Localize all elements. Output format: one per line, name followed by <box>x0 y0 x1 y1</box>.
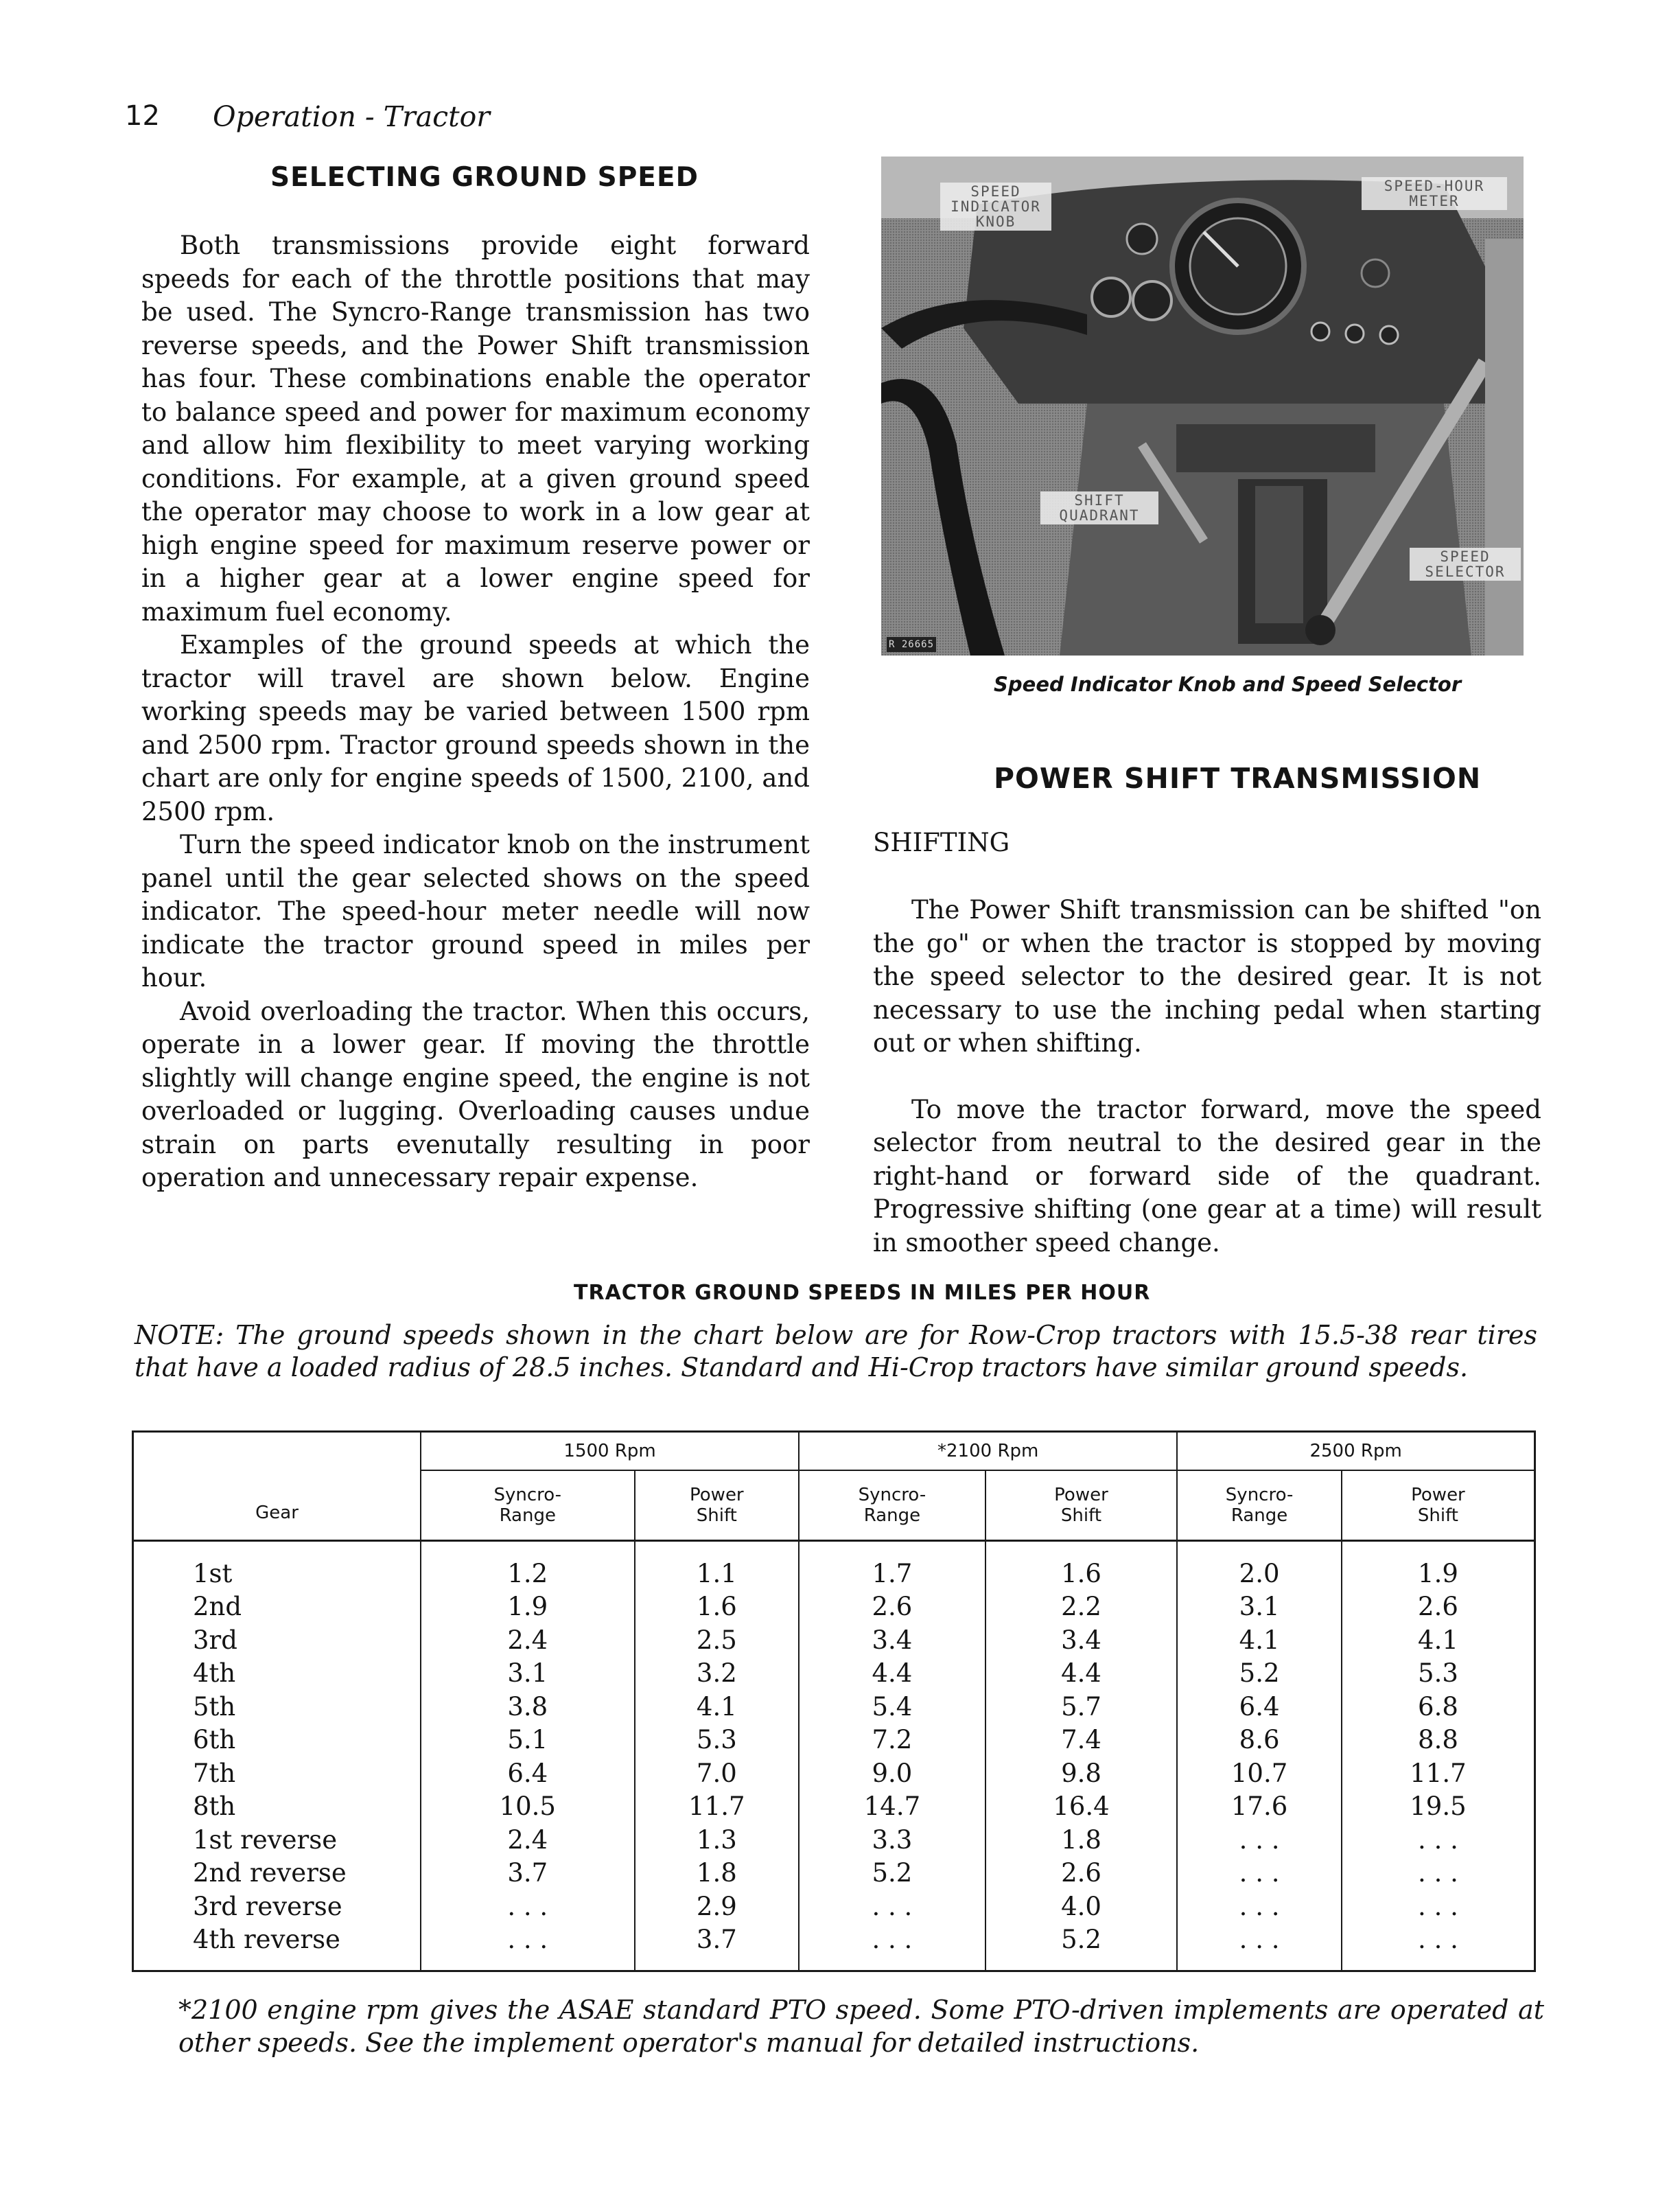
speed-cell: 11.7 <box>1342 1757 1535 1790</box>
table-row <box>133 1823 1535 1857</box>
sub-header: Power Shift <box>985 1470 1178 1541</box>
rpm-header: 1500 Rpm <box>421 1432 799 1471</box>
speed-cell: 6.8 <box>1342 1690 1535 1724</box>
paragraph: To move the tractor forward, move the speed selector from neutral to the desired gear in the right-hand or forward side of the quadrant. Progressive shifting (one gear at a time) will result in smoother speed change. <box>873 1094 1541 1258</box>
footnote: *2100 engine rpm gives the ASAE standard PTO speed. Some PTO-driven implements are operated at other speeds. See the implement operator's manual for detailed instructions. <box>178 1995 1544 2058</box>
speed-cell: 3.1 <box>421 1657 634 1691</box>
label-speed-indicator-knob: SPEED INDICATOR KNOB <box>940 183 1051 231</box>
speed-cell: 3.1 <box>1177 1590 1342 1624</box>
table-row <box>133 1890 1535 1923</box>
sub-header: Syncro- Range <box>421 1470 634 1541</box>
speed-cell: . . . <box>1342 1823 1535 1857</box>
speed-cell: 3.8 <box>421 1690 634 1724</box>
speed-cell: 5.4 <box>799 1690 985 1724</box>
label-speed-hour-meter: SPEED-HOUR METER <box>1362 177 1507 210</box>
speed-cell: 5.7 <box>985 1690 1178 1724</box>
speed-cell: . . . <box>1177 1823 1342 1857</box>
speed-cell: 7.0 <box>635 1757 800 1790</box>
speed-cell: 5.3 <box>635 1724 800 1757</box>
speed-cell: . . . <box>1177 1923 1342 1971</box>
speed-cell: 9.0 <box>799 1757 985 1790</box>
speed-cell: 5.2 <box>985 1923 1178 1971</box>
speed-cell: . . . <box>799 1923 985 1971</box>
right-column <box>873 894 1541 1260</box>
speed-cell: 2.6 <box>1342 1590 1535 1624</box>
sub-header: Syncro- Range <box>1177 1470 1342 1541</box>
table-row <box>133 1657 1535 1691</box>
speed-cell: 6.4 <box>1177 1690 1342 1724</box>
gear-header: Gear <box>133 1432 421 1541</box>
speed-cell: . . . <box>421 1890 634 1923</box>
speed-cell: 4.1 <box>1177 1623 1342 1657</box>
gear-cell: 4th reverse <box>133 1923 421 1971</box>
shifting-subheading: SHIFTING <box>873 828 1010 857</box>
gear-cell: 3rd reverse <box>133 1890 421 1923</box>
rpm-header: 2500 Rpm <box>1177 1432 1535 1471</box>
speed-cell: 3.3 <box>799 1823 985 1857</box>
running-head: Operation - Tractor <box>213 100 490 133</box>
speed-cell: 1.8 <box>635 1857 800 1890</box>
speed-cell: 3.7 <box>635 1923 800 1971</box>
speed-cell: 8.8 <box>1342 1724 1535 1757</box>
power-shift-heading: POWER SHIFT TRANSMISSION <box>994 762 1482 795</box>
speed-cell: . . . <box>1177 1857 1342 1890</box>
gear-cell: 7th <box>133 1757 421 1790</box>
photo-id: R 26665 <box>887 637 936 652</box>
gear-cell: 8th <box>133 1790 421 1824</box>
speed-cell: 5.2 <box>799 1857 985 1890</box>
speed-cell: 2.5 <box>635 1623 800 1657</box>
sub-header: Power Shift <box>1342 1470 1535 1541</box>
table-row <box>133 1690 1535 1724</box>
left-column <box>141 229 810 1195</box>
speed-cell: . . . <box>1342 1923 1535 1971</box>
table-row <box>133 1857 1535 1890</box>
speed-cell: 1.9 <box>1342 1541 1535 1590</box>
gear-cell: 2nd <box>133 1590 421 1624</box>
rpm-header: *2100 Rpm <box>799 1432 1177 1471</box>
gear-cell: 6th <box>133 1724 421 1757</box>
speed-cell: 2.6 <box>985 1857 1178 1890</box>
speed-cell: . . . <box>799 1890 985 1923</box>
speed-cell: 4.1 <box>635 1690 800 1724</box>
speed-cell: 2.2 <box>985 1590 1178 1624</box>
speed-cell: 5.2 <box>1177 1657 1342 1691</box>
table-row <box>133 1757 1535 1790</box>
speed-cell: 3.4 <box>985 1623 1178 1657</box>
speed-cell: 16.4 <box>985 1790 1178 1824</box>
speed-cell: 1.2 <box>421 1541 634 1590</box>
table-row <box>133 1590 1535 1624</box>
gear-cell: 4th <box>133 1657 421 1691</box>
speed-cell: 9.8 <box>985 1757 1178 1790</box>
speed-cell: 10.7 <box>1177 1757 1342 1790</box>
speed-cell: 1.8 <box>985 1823 1178 1857</box>
speed-cell: 5.1 <box>421 1724 634 1757</box>
speed-cell: 1.1 <box>635 1541 800 1590</box>
gear-cell: 3rd <box>133 1623 421 1657</box>
speed-cell: . . . <box>421 1923 634 1971</box>
table-title: TRACTOR GROUND SPEEDS IN MILES PER HOUR <box>574 1281 1151 1305</box>
speed-cell: 11.7 <box>635 1790 800 1824</box>
speed-cell: 4.0 <box>985 1890 1178 1923</box>
speed-cell: 17.6 <box>1177 1790 1342 1824</box>
speed-cell: 6.4 <box>421 1757 634 1790</box>
tractor-dashboard-photo <box>881 157 1524 656</box>
speed-cell: 1.7 <box>799 1541 985 1590</box>
speed-cell: 19.5 <box>1342 1790 1535 1824</box>
paragraph: Both transmissions provide eight forward speeds for each of the throttle positions that may be used. The Syncro-Range transmission has two reverse speeds, and the Power Shift transmission has four. These combinations enable the operator to balance speed and power for maximum economy and allow him flexibility to meet varying working conditions. For example, at a given ground speed the operator may choose to work in a low gear at high engine speed for maximum reserve power or in a higher gear at a lower engine speed for maximum fuel economy. <box>141 231 810 627</box>
table-note: NOTE: The ground speeds shown in the chart below are for Row-Crop tractors with 15.5-38 rear tires that have a loaded radius of 28.5 inches. Standard and Hi-Crop tractors have similar ground speeds. <box>135 1320 1537 1382</box>
ground-speed-table <box>132 1430 1536 1972</box>
gear-cell: 1st <box>133 1541 421 1590</box>
speed-cell: 5.3 <box>1342 1657 1535 1691</box>
speed-cell: 4.1 <box>1342 1623 1535 1657</box>
speed-cell: 1.3 <box>635 1823 800 1857</box>
speed-cell: 2.0 <box>1177 1541 1342 1590</box>
sub-header: Syncro- Range <box>799 1470 985 1541</box>
speed-cell: 3.4 <box>799 1623 985 1657</box>
speed-cell: 7.4 <box>985 1724 1178 1757</box>
paragraph: The Power Shift transmission can be shifted "on the go" or when the tractor is stopped by moving the speed selector to the desired gear. It is not necessary to use the inching pedal when starting out or when shifting. <box>873 895 1541 1058</box>
speed-cell: 3.2 <box>635 1657 800 1691</box>
speed-cell: . . . <box>1177 1890 1342 1923</box>
speed-cell: 3.7 <box>421 1857 634 1890</box>
speed-cell: 10.5 <box>421 1790 634 1824</box>
paragraph: Avoid overloading the tractor. When this occurs, operate in a lower gear. If moving the throttle slightly will change engine speed, the engine is not overloaded or lugging. Overloading causes undue strain on parts evenutally resulting in poor operation and unnecessary repair expense. <box>141 996 810 1192</box>
table-body <box>133 1541 1535 1971</box>
table-row <box>133 1623 1535 1657</box>
label-shift-quadrant: SHIFT QUADRANT <box>1040 491 1158 524</box>
speed-cell: 4.4 <box>799 1657 985 1691</box>
photo-caption: Speed Indicator Knob and Speed Selector <box>994 673 1462 696</box>
speed-cell: . . . <box>1342 1890 1535 1923</box>
sub-header: Power Shift <box>635 1470 800 1541</box>
table-row <box>133 1724 1535 1757</box>
label-speed-selector: SPEED SELECTOR <box>1410 548 1521 581</box>
paragraph: Examples of the ground speeds at which the tractor will travel are shown below. Engine working speeds may be varied between 1500 rpm and 2500 rpm. Tractor ground speeds shown in the chart are only for engine speeds of 1500, 2100, and 2500 rpm. <box>141 630 810 826</box>
speed-cell: 8.6 <box>1177 1724 1342 1757</box>
speed-cell: 7.2 <box>799 1724 985 1757</box>
speed-cell: . . . <box>1342 1857 1535 1890</box>
page-number: 12 <box>125 100 160 132</box>
gear-cell: 5th <box>133 1690 421 1724</box>
speed-cell: 1.6 <box>985 1541 1178 1590</box>
table-row <box>133 1923 1535 1971</box>
speed-cell: 2.4 <box>421 1823 634 1857</box>
gear-cell: 2nd reverse <box>133 1857 421 1890</box>
speed-cell: 4.4 <box>985 1657 1178 1691</box>
paragraph: Turn the speed indicator knob on the instrument panel until the gear selected shows on the speed indicator. The speed-hour meter needle will now indicate the tractor ground speed in miles per hour. <box>141 830 810 993</box>
speed-cell: 2.4 <box>421 1623 634 1657</box>
speed-cell: 2.6 <box>799 1590 985 1624</box>
section-heading: SELECTING GROUND SPEED <box>270 162 699 193</box>
speed-cell: 2.9 <box>635 1890 800 1923</box>
speed-cell: 14.7 <box>799 1790 985 1824</box>
speed-cell: 1.9 <box>421 1590 634 1624</box>
table-row <box>133 1790 1535 1824</box>
gear-cell: 1st reverse <box>133 1823 421 1857</box>
speed-cell: 1.6 <box>635 1590 800 1624</box>
table-row <box>133 1541 1535 1590</box>
